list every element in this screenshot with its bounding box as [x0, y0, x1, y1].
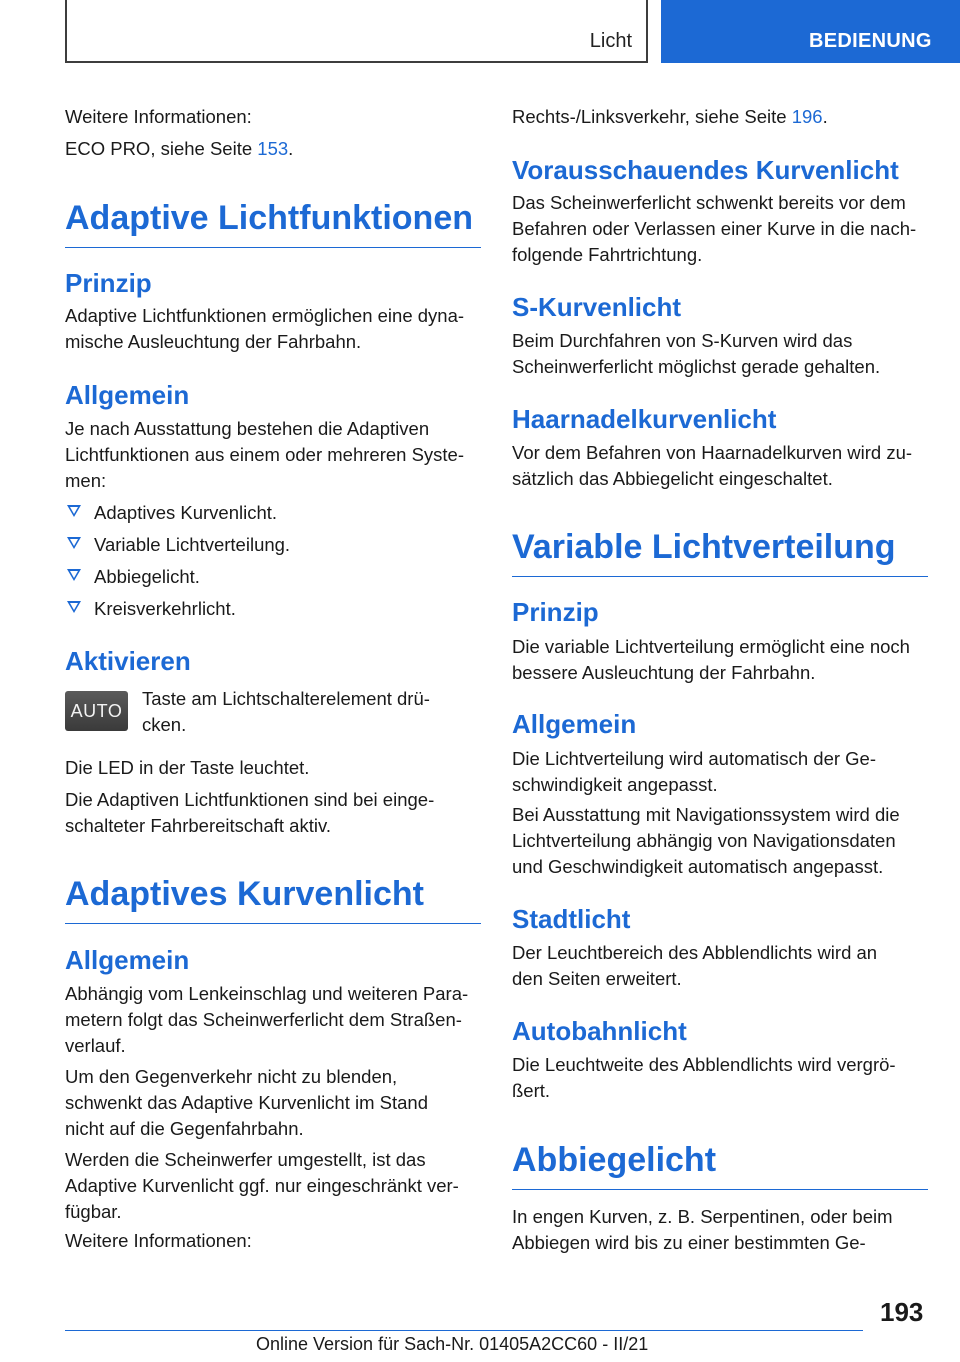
text-line: nicht auf die Gegenfahrbahn. [65, 1118, 304, 1139]
info-block [65, 104, 481, 162]
text-line: Der Leuchtbereich des Abblendlichts wird an [512, 942, 878, 963]
navigation-text [512, 802, 928, 880]
text-line: Lichtfunktionen aus einem oder mehreren Syste- [65, 444, 464, 465]
verkehr-ref [512, 104, 928, 130]
text-line: Das Scheinwerferlicht schwenkt bereits vor dem [512, 192, 906, 213]
text-line: folgende Fahrtrichtung. [512, 244, 703, 265]
list-item-text: Adaptives Kurvenlicht. [94, 502, 278, 523]
text-line: Die Lichtverteilung wird automatisch der Ge- [512, 748, 876, 769]
eco-pro-ref [65, 136, 481, 162]
text-line: sätzlich das Abbiegelicht eingeschaltet. [512, 468, 833, 489]
text-line: schwenkt das Adaptive Kurvenlicht im Stand [65, 1092, 428, 1113]
abbiegelicht-text [512, 1204, 928, 1256]
abhaengig-text [65, 981, 481, 1059]
info-label-2 [65, 1228, 481, 1254]
list-item [65, 500, 481, 532]
section-title: Licht [589, 30, 632, 52]
text-line: ßert. [512, 1080, 551, 1101]
text-line: cken. [142, 714, 187, 735]
chapter-tab [661, 0, 960, 63]
page-link-196[interactable]: 196 [791, 106, 823, 127]
info-label: Weitere Informationen: [65, 106, 252, 127]
auto-button-icon: AUTO [65, 691, 128, 731]
text-line: men: [65, 470, 107, 491]
heading-stadtlicht: Stadtlicht [512, 904, 631, 934]
text-line: Abbiegen wird bis zu einer bestimmten Ge- [512, 1232, 866, 1253]
heading-haarnadelkurvenlicht: Haarnadelkurvenlicht [512, 404, 777, 434]
text-line: bessere Ausleuchtung der Fahrbahn. [512, 662, 816, 683]
page-number: 193 [880, 1297, 924, 1327]
heading-adaptive-lichtfunktionen: Adaptive Lichtfunktionen [65, 198, 481, 248]
bullet-triangle-icon [67, 601, 81, 613]
heading-prinzip: Prinzip [65, 268, 152, 298]
text-line: Vor dem Befahren von Haarnadelkurven wird zu- [512, 442, 913, 463]
stadtlicht-text [512, 940, 928, 992]
list-item-text: Kreisverkehrlicht. [94, 598, 236, 619]
heading-autobahnlicht: Autobahnlicht [512, 1016, 687, 1046]
text-line: Die Leuchtweite des Abblendlichts wird vergrö- [512, 1054, 896, 1075]
prinzip-text [65, 303, 481, 355]
text-line: Adaptive Kurvenlicht ggf. nur eingeschränkt ver- [65, 1175, 459, 1196]
chapter-tab-label: BEDIENUNG [809, 30, 932, 52]
online-version-text: Online Version für Sach-Nr. 01405A2CC60 - II/21 [256, 1334, 649, 1354]
aktiv-info-text [65, 787, 481, 839]
heading-abbiegelicht: Abbiegelicht [512, 1140, 928, 1190]
text-line: Taste am Lichtschalterelement drü- [142, 688, 430, 709]
haarnadel-text [512, 440, 928, 492]
list-item-text: Variable Lichtverteilung. [94, 534, 291, 555]
heading-aktivieren: Aktivieren [65, 646, 191, 676]
heading-s-kurvenlicht: S-Kurvenlicht [512, 292, 682, 322]
list-item [65, 564, 481, 596]
footer-divider [65, 1330, 863, 1331]
text-line: Adaptive Lichtfunktionen ermöglichen eine dyna- [65, 305, 465, 326]
text-line: Scheinwerferlicht möglichst gerade gehalten. [512, 356, 881, 377]
bullet-triangle-icon [67, 537, 81, 549]
function-list [65, 500, 481, 628]
text-line: Lichtverteilung abhängig von Navigationsdaten [512, 830, 896, 851]
umgestellt-text [65, 1147, 481, 1225]
eco-pro-dot: . [288, 138, 294, 159]
heading-allgemein-3: Allgemein [512, 709, 637, 739]
text-line: mische Ausleuchtung der Fahrbahn. [65, 331, 362, 352]
voraus-text [512, 190, 928, 268]
text-line: Abhängig vom Lenkeinschlag und weiteren Para- [65, 983, 469, 1004]
list-item [65, 596, 481, 628]
aktivieren-text [142, 686, 481, 738]
verkehr-ref-line [512, 104, 928, 130]
text-line: verlauf. [65, 1035, 126, 1056]
text-line: und Geschwindigkeit automatisch angepasst. [512, 856, 884, 877]
allgemein-text [65, 416, 481, 494]
s-kurven-text [512, 328, 928, 380]
text-line: Um den Gegenverkehr nicht zu blenden, [65, 1066, 398, 1087]
variable-allgemein-text [512, 746, 928, 798]
heading-prinzip-2: Prinzip [512, 597, 599, 627]
text-line: Je nach Ausstattung bestehen die Adaptiven [65, 418, 430, 439]
eco-pro-text: ECO PRO, siehe Seite [65, 138, 258, 159]
text-line: metern folgt das Scheinwerferlicht dem Straßen- [65, 1009, 462, 1030]
heading-adaptives-kurvenlicht: Adaptives Kurvenlicht [65, 874, 481, 924]
text-line: Beim Durchfahren von S-Kurven wird das [512, 330, 853, 351]
text-line: fügbar. [65, 1201, 122, 1222]
text-line: Werden die Scheinwerfer umgestellt, ist das [65, 1149, 426, 1170]
text-line: Die LED in der Taste leuchtet. [65, 757, 310, 778]
verkehr-ref-dot: . [822, 106, 828, 127]
text-line: Die variable Lichtverteilung ermöglicht eine noch [512, 636, 910, 657]
list-item [65, 532, 481, 564]
heading-allgemein: Allgemein [65, 380, 190, 410]
bullet-triangle-icon [67, 505, 81, 517]
header-bar [65, 0, 648, 63]
text-line: schalteter Fahrbereitschaft aktiv. [65, 815, 331, 836]
heading-allgemein-2: Allgemein [65, 945, 190, 975]
verkehr-ref-text: Rechts-/Linksverkehr, siehe Seite [512, 106, 792, 127]
text-line: schwindigkeit angepasst. [512, 774, 718, 795]
text-line: In engen Kurven, z. B. Serpentinen, oder beim [512, 1206, 893, 1227]
text-line: Befahren oder Verlassen einer Kurve in die nach- [512, 218, 917, 239]
list-item-text: Abbiegelicht. [94, 566, 200, 587]
text-line: Die Adaptiven Lichtfunktionen sind bei einge- [65, 789, 435, 810]
heading-vorausschauendes-kurvenlicht: Vorausschauendes Kurvenlicht [512, 155, 899, 185]
text-line: Bei Ausstattung mit Navigationssystem wird die [512, 804, 900, 825]
autobahnlicht-text [512, 1052, 928, 1104]
led-text [65, 755, 481, 781]
bullet-triangle-icon [67, 569, 81, 581]
variable-prinzip-text [512, 634, 928, 686]
page-link-153[interactable]: 153 [257, 138, 289, 159]
text-line: Weitere Informationen: [65, 1230, 252, 1251]
gegenverkehr-text [65, 1064, 481, 1142]
heading-variable-lichtverteilung: Variable Lichtverteilung [512, 527, 928, 577]
text-line: den Seiten erweitert. [512, 968, 682, 989]
